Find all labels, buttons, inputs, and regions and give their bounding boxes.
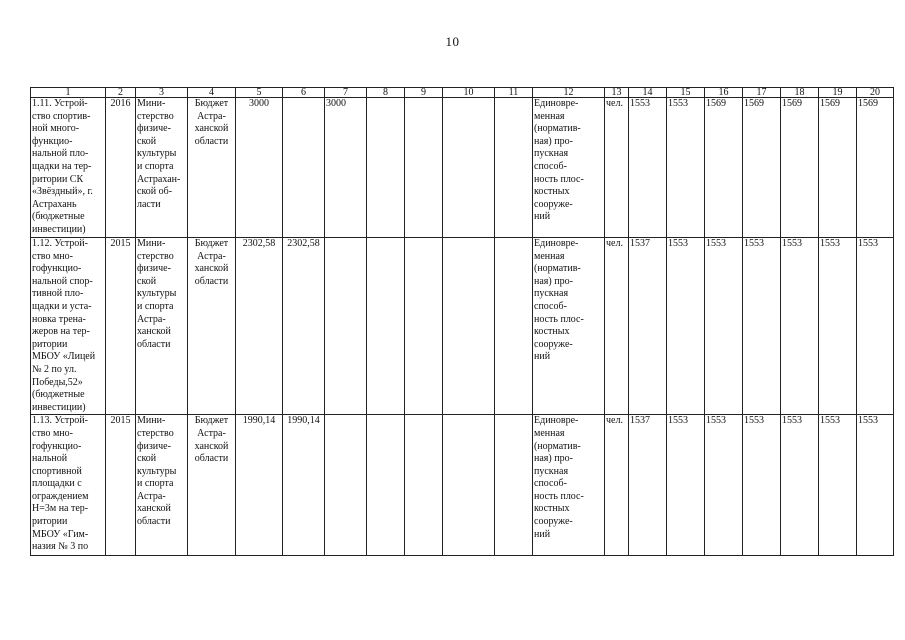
- cell-col-10: [443, 415, 495, 556]
- column-header-3: 3: [136, 88, 188, 98]
- cell-unit: чел.: [605, 238, 629, 415]
- cell-indicator: Единовре- менная (норматив- ная) про- пускная способ- ность плос- костных сооруже- ний: [533, 238, 605, 415]
- cell-unit: чел.: [605, 98, 629, 238]
- cell-col-5: 3000: [236, 98, 283, 238]
- cell-col-20: 1553: [857, 238, 894, 415]
- cell-col-17: 1553: [743, 415, 781, 556]
- table-row: [31, 415, 894, 556]
- column-header-5: 5: [236, 88, 283, 98]
- program-table: [30, 87, 894, 556]
- cell-event-name: 1.12. Устрой- ство мно- гофункцио- нальной спор- тивной пло- щадки и уста- новка трена- жеров на тер- ритории МБОУ «Лицей № 2 по ул. Победы,52» (бюджетные инвестиции): [31, 238, 106, 415]
- cell-col-7: [325, 238, 367, 415]
- cell-event-name: 1.13. Устрой- ство мно- гофункцио- нальной спортивной площадки с ограждением Н=3м на тер- ритории МБОУ «Гим- назия № 3 по: [31, 415, 106, 556]
- column-header-8: 8: [367, 88, 405, 98]
- table-row: [31, 98, 894, 238]
- column-header-18: 18: [781, 88, 819, 98]
- column-header-12: 12: [533, 88, 605, 98]
- page-number: 10: [445, 34, 460, 49]
- cell-col-9: [405, 415, 443, 556]
- cell-col-6: 2302,58: [283, 238, 325, 415]
- cell-col-15: 1553: [667, 415, 705, 556]
- cell-col-6: [283, 98, 325, 238]
- cell-col-18: 1553: [781, 238, 819, 415]
- cell-year: 2016: [106, 98, 136, 238]
- column-header-19: 19: [819, 88, 857, 98]
- column-header-15: 15: [667, 88, 705, 98]
- cell-col-19: 1553: [819, 415, 857, 556]
- cell-col-11: [495, 415, 533, 556]
- column-header-10: 10: [443, 88, 495, 98]
- table-row: [31, 238, 894, 415]
- column-header-2: 2: [106, 88, 136, 98]
- cell-executor: Мини- стерство физиче- ской культуры и спорта Астра- ханской области: [136, 415, 188, 556]
- cell-col-8: [367, 98, 405, 238]
- cell-col-6: 1990,14: [283, 415, 325, 556]
- cell-col-20: 1569: [857, 98, 894, 238]
- cell-col-5: 2302,58: [236, 238, 283, 415]
- cell-col-5: 1990,14: [236, 415, 283, 556]
- cell-col-17: 1553: [743, 238, 781, 415]
- cell-executor: Мини- стерство физиче- ской культуры и спорта Астрахан- ской об- ласти: [136, 98, 188, 238]
- cell-col-14: 1553: [629, 98, 667, 238]
- cell-col-11: [495, 98, 533, 238]
- cell-col-10: [443, 98, 495, 238]
- cell-col-14: 1537: [629, 415, 667, 556]
- cell-col-7: 3000: [325, 98, 367, 238]
- cell-col-19: 1553: [819, 238, 857, 415]
- cell-executor: Мини- стерство физиче- ской культуры и спорта Астра- ханской области: [136, 238, 188, 415]
- column-header-6: 6: [283, 88, 325, 98]
- column-header-14: 14: [629, 88, 667, 98]
- cell-year: 2015: [106, 415, 136, 556]
- column-header-16: 16: [705, 88, 743, 98]
- cell-year: 2015: [106, 238, 136, 415]
- cell-col-9: [405, 98, 443, 238]
- cell-col-15: 1553: [667, 98, 705, 238]
- cell-col-10: [443, 238, 495, 415]
- column-header-20: 20: [857, 88, 894, 98]
- column-header-9: 9: [405, 88, 443, 98]
- cell-col-16: 1569: [705, 98, 743, 238]
- cell-indicator: Единовре- менная (норматив- ная) про- пускная способ- ность плос- костных сооруже- ний: [533, 415, 605, 556]
- cell-col-17: 1569: [743, 98, 781, 238]
- cell-indicator: Единовре- менная (норматив- ная) про- пускная способ- ность плос- костных сооруже- ний: [533, 98, 605, 238]
- cell-col-16: 1553: [705, 415, 743, 556]
- column-header-13: 13: [605, 88, 629, 98]
- cell-col-8: [367, 415, 405, 556]
- cell-col-7: [325, 415, 367, 556]
- cell-col-9: [405, 238, 443, 415]
- cell-col-11: [495, 238, 533, 415]
- column-header-11: 11: [495, 88, 533, 98]
- cell-funding-source: Бюджет Астра- ханской области: [188, 415, 236, 556]
- cell-col-19: 1569: [819, 98, 857, 238]
- column-header-4: 4: [188, 88, 236, 98]
- cell-col-16: 1553: [705, 238, 743, 415]
- cell-col-18: 1553: [781, 415, 819, 556]
- cell-col-18: 1569: [781, 98, 819, 238]
- cell-unit: чел.: [605, 415, 629, 556]
- cell-col-8: [367, 238, 405, 415]
- cell-event-name: 1.11. Устрой- ство спортив- ной много- функцио- нальной пло- щадки на тер- ритории СК «Звёздный», г. Астрахань (бюджетные инвестиции): [31, 98, 106, 238]
- cell-col-20: 1553: [857, 415, 894, 556]
- column-header-7: 7: [325, 88, 367, 98]
- cell-col-14: 1537: [629, 238, 667, 415]
- column-header-17: 17: [743, 88, 781, 98]
- cell-funding-source: Бюджет Астра- ханской области: [188, 98, 236, 238]
- cell-col-15: 1553: [667, 238, 705, 415]
- header-row: [31, 88, 894, 98]
- column-header-1: 1: [31, 88, 106, 98]
- cell-funding-source: Бюджет Астра- ханской области: [188, 238, 236, 415]
